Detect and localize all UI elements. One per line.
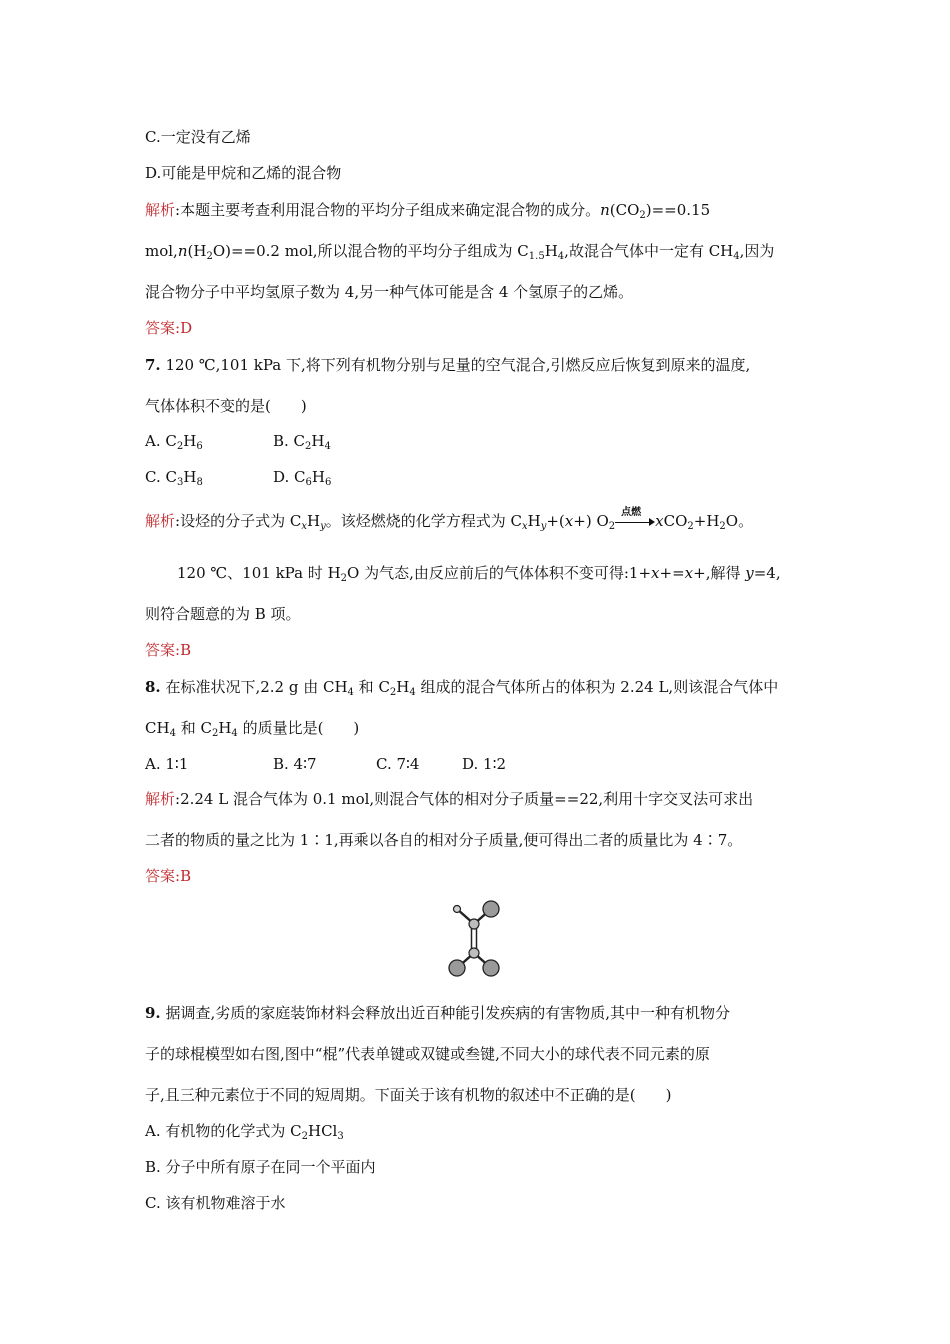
q8-option-c: C. 7∶4 xyxy=(376,755,420,773)
q7-analysis-line-2: 120 ℃、101 kPa 时 $H_2O$ 为气态,由反应前后的气体体积不变可得:1+x+=x+,解得 y=4, xyxy=(177,564,781,584)
q7-analysis-line-1: 解析:设烃的分子式为 $C_xH_y$。该烃燃烧的化学方程式为 $C_xH_y+(x+)$ $O_2$ 点燃 $xCO_2+H_2O$。 xyxy=(145,507,754,532)
q8-answer: 答案:B xyxy=(145,867,192,885)
q7-option-b: B. $C_2H_4$ xyxy=(273,432,331,452)
q6-analysis-label: 解析 xyxy=(145,201,176,219)
q8-option-d: D. 1∶2 xyxy=(462,755,507,773)
q9-option-b: B. 分子中所有原子在同一个平面内 xyxy=(145,1158,376,1176)
q9-stem-line-2: 子的球棍模型如右图,图中“棍”代表单键或双键或叁键,不同大小的球代表不同元素的原 xyxy=(145,1045,710,1063)
q9-number: 9. xyxy=(145,1004,161,1022)
q7-analysis-line-3: 则符合题意的为 B 项。 xyxy=(145,605,301,623)
q7-option-d: D. $C_6H_6$ xyxy=(273,468,332,488)
q8-number: 8. xyxy=(145,678,161,696)
q7-option-c: C. $C_3H_8$ xyxy=(145,468,203,488)
q6-analysis-line-2: $mol,n(H_2O)==0.2$ mol,所以混合物的平均分子组成为 $C_{1.5}H_4$,故混合气体中一定有 $CH_4$,因为 xyxy=(145,242,775,262)
q8-analysis-line-2: 二者的物质的量之比为 1∶1,再乘以各自的相对分子质量,便可得出二者的质量比为 4∶7。 xyxy=(145,831,743,849)
q7-number: 7. xyxy=(145,356,161,374)
q9-stem-line-1: 9. 据调查,劣质的家庭装饰材料会释放出近百种能引发疾病的有害物质,其中一种有机物分 xyxy=(145,1004,730,1022)
q6-option-d: D.可能是甲烷和乙烯的混合物 xyxy=(145,164,342,182)
q9-option-c: C. 该有机物难溶于水 xyxy=(145,1194,286,1212)
q7-option-a: A. $C_2H_6$ xyxy=(145,432,203,452)
q7-stem-line-2: 气体体积不变的是( ) xyxy=(145,397,307,415)
q6-answer: 答案:D xyxy=(145,319,193,337)
ball-and-stick-molecule-icon xyxy=(440,895,510,985)
q8-option-a: A. 1∶1 xyxy=(145,755,189,773)
q8-stem-line-1: 8. 在标准状况下,2.2 g 由 $CH_4$ 和 $C_2H_4$ 组成的混合气体所占的体积为 2.24 L,则该混合气体中 xyxy=(145,678,779,698)
q8-option-b: B. 4∶7 xyxy=(273,755,317,773)
q7-stem-line-1: 7. 120 ℃,101 kPa 下,将下列有机物分别与足量的空气混合,引燃反应后恢复到原来的温度, xyxy=(145,356,751,374)
q8-analysis-line-1: 解析:2.24 L 混合气体为 0.1 mol,则混合气体的相对分子质量==22,利用十字交叉法可求出 xyxy=(145,790,754,808)
q8-stem-line-2: $CH_4$ 和 $C_2H_4$ 的质量比是( ) xyxy=(145,719,360,739)
q6-option-c: C.一定没有乙烯 xyxy=(145,128,251,146)
reaction-arrow-icon: 点燃 xyxy=(615,515,655,529)
q9-option-a: A. 有机物的化学式为 $C_2HCl_3$ xyxy=(145,1122,344,1142)
q6-analysis-line-3: 混合物分子中平均氢原子数为 4,另一种气体可能是含 4 个氢原子的乙烯。 xyxy=(145,283,634,301)
q7-answer: 答案:B xyxy=(145,641,192,659)
q9-stem-line-3: 子,且三种元素位于不同的短周期。下面关于该有机物的叙述中不正确的是( ) xyxy=(145,1086,672,1104)
q6-analysis-line-1: 解析:本题主要考查利用混合物的平均分子组成来确定混合物的成分。$n(CO_2)==0.15$ xyxy=(145,201,711,221)
q8-analysis-label: 解析 xyxy=(145,790,176,808)
q7-analysis-label: 解析 xyxy=(145,512,176,530)
